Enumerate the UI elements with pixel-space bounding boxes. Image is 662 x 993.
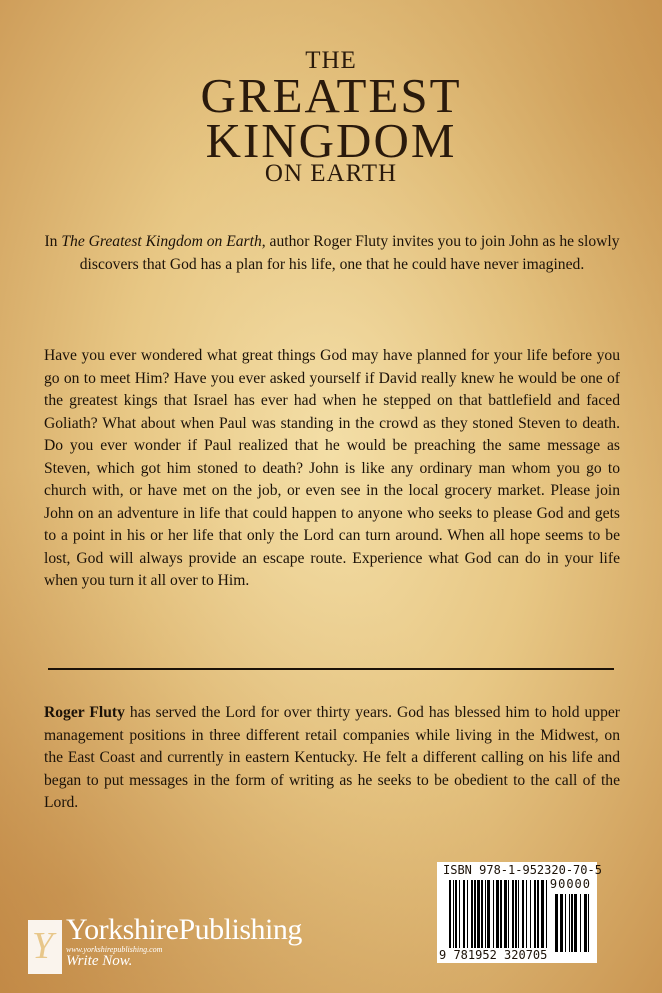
publisher-logo-icon: Y (28, 920, 62, 974)
barcode-bar (584, 894, 587, 952)
intro-pre: In (44, 233, 62, 250)
barcode-bar (481, 880, 483, 948)
barcode-bar (530, 880, 531, 948)
intro-book-title: The Greatest Kingdom on Earth (61, 233, 262, 250)
barcode-bar (580, 894, 581, 952)
barcode-bar (455, 880, 457, 948)
barcode-bar (565, 894, 566, 952)
title-kingdom: KINGDOM (205, 113, 457, 168)
barcode-bar (500, 880, 502, 948)
intro-paragraph (44, 231, 620, 276)
barcode-bar (467, 880, 468, 948)
barcode-bar (560, 894, 563, 952)
barcode-bar (477, 880, 480, 948)
publisher-name: YorkshirePublishing (66, 913, 302, 946)
barcode-bar (555, 894, 558, 952)
price-addon-text: 90000 (549, 877, 591, 891)
barcode-bar (569, 894, 570, 952)
barcode-bar (471, 880, 473, 948)
isbn-text: ISBN 978-1-952320-70-5 (443, 863, 602, 877)
publisher-tagline: Write Now. (66, 953, 133, 969)
barcode-bar (508, 880, 509, 948)
author-name: Roger Fluty (44, 704, 125, 721)
ean-bars (449, 880, 549, 948)
barcode-bar (541, 880, 544, 948)
barcode-bar (571, 894, 573, 952)
divider (48, 668, 614, 670)
barcode-bar (526, 880, 527, 948)
barcode-bar (512, 880, 514, 948)
intro-post: , author Roger Fluty invites you to join John as he slowly discovers that God has a plan for his life, one that he could have never imagined. (79, 233, 620, 273)
title-greatest: GREATEST (200, 68, 462, 123)
author-bio (44, 702, 620, 815)
barcode-bar (496, 880, 499, 948)
barcode-bar (449, 880, 451, 948)
barcode-bar (515, 880, 517, 948)
publisher-url: www.yorkshirepublishing.com (66, 945, 163, 954)
barcode-bar (546, 880, 547, 948)
barcode-bar (518, 880, 519, 948)
barcode-bar (459, 880, 460, 948)
description-paragraph: Have you ever wondered what great things God may have planned for your life before you go on to meet Him? Have you ever asked yourself if David really knew he would be one of the greatest kings that Israel has ever had when he stepped on that battlefield and faced Goliath? What about when Paul was standing in the crowd as they stoned Steven to death. Do you ever wonder if Paul realized that he would be preaching the same message as Steven, which got him stoned to death? John is like any ordinary man whom you go to church with, or have met on the job, or even see in the local grocery market. Please join John on an adventure in life that could happen to anyone who seeks to please God and gets to a point in his or her life that only the Lord can turn around. When all hope seems to be lost, God will always provide an escape route. Experience what God can do in your life when you turn it all over to Him. (44, 347, 620, 589)
barcode-bar (588, 894, 589, 952)
isbn-barcode (437, 862, 602, 963)
barcode-bar (453, 880, 454, 948)
barcode-bar (537, 880, 539, 948)
title-the: THE (305, 47, 357, 74)
barcode-bar (463, 880, 465, 948)
barcode-bar (522, 880, 524, 948)
barcode-bar (493, 880, 494, 948)
barcode-bar (534, 880, 536, 948)
barcode-bar (474, 880, 476, 948)
barcode-bar (574, 894, 577, 952)
barcode-bar (487, 880, 490, 948)
bio-text: has served the Lord for over thirty years. God has blessed him to hold upper management positions in three different retail companies while living in the Midwest, on the East Coast and currently in eastern Kentucky. He felt a different calling on his life and began to put messages in the form of writing as he seeks to be obedient to the call of the Lord. (44, 704, 620, 811)
barcode-bar (485, 880, 486, 948)
title-on-earth: ON EARTH (264, 160, 398, 187)
addon-bars (555, 894, 591, 952)
ean-number: 9 781952 320705 (439, 948, 548, 962)
barcode-bar (504, 880, 507, 948)
